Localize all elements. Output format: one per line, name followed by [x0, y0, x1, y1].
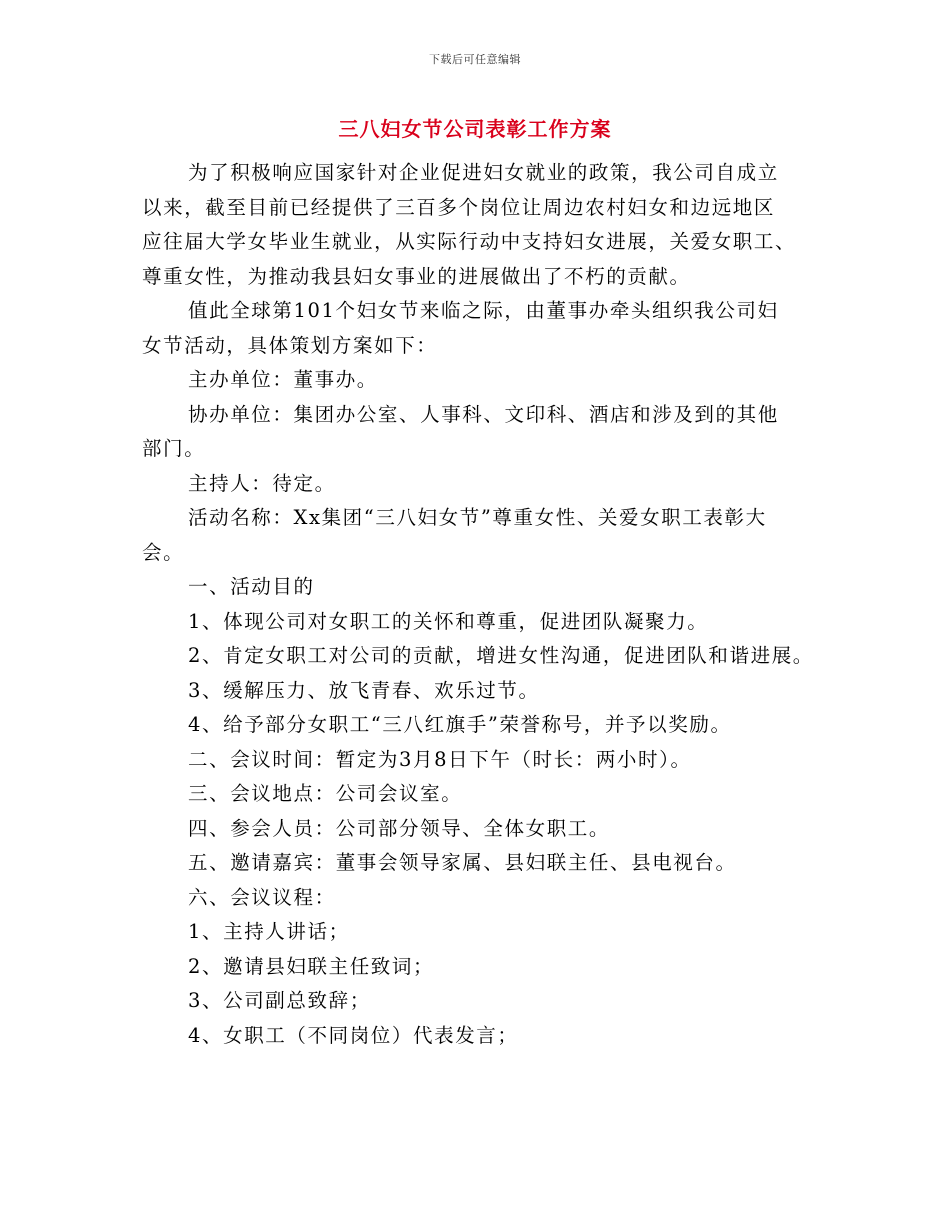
document-line: 值此全球第101个妇女节来临之际，由董事办牵头组织我公司妇 — [188, 299, 779, 322]
document-line: 3、缓解压力、放飞青春、欢乐过节。 — [188, 678, 540, 702]
document-title: 三八妇女节公司表彰工作方案 — [338, 117, 612, 141]
document-line: 应往届大学女毕业生就业，从实际行动中支持妇女进展，关爱女职工、 — [142, 230, 797, 253]
document-line: 2、邀请县妇联主任致词； — [188, 954, 435, 978]
document-line: 主办单位：董事办。 — [188, 368, 378, 391]
document-line: 女节活动，具体策划方案如下： — [142, 333, 438, 357]
document-line: 二、会议时间：暂定为3月8日下午（时长：两小时）。 — [188, 747, 692, 771]
document-line: 四、参会人员：公司部分领导、全体女职工。 — [188, 816, 611, 840]
document-line: 以来，截至目前已经提供了三百多个岗位让周边农村妇女和边远地区 — [142, 195, 776, 219]
document-line: 4、给予部分女职工“三八红旗手”荣誉称号，并予以奖励。 — [188, 713, 732, 736]
document-body — [142, 156, 842, 1053]
document-line: 活动名称：Xx集团“三八妇女节”尊重女性、关爱女职工表彰大 — [188, 506, 767, 529]
document-line: 1、体现公司对女职工的关怀和尊重，促进团队凝聚力。 — [188, 609, 709, 633]
document-line: 会。 — [142, 540, 185, 564]
document-line: 主持人：待定。 — [188, 471, 336, 495]
document-line: 4、女职工（不同岗位）代表发言； — [188, 1023, 519, 1047]
document-line: 1、主持人讲话； — [188, 920, 350, 943]
document-line: 三、会议地点：公司会议室。 — [188, 782, 463, 805]
page-header-note: 下载后可任意编辑 — [429, 53, 521, 66]
document-line: 协办单位：集团办公室、人事科、文印科、酒店和涉及到的其他 — [188, 402, 779, 426]
document-line: 2、肯定女职工对公司的贡献，增进女性沟通，促进团队和谐进展。 — [188, 644, 814, 667]
document-line: 部门。 — [142, 437, 206, 460]
document-line: 尊重女性，为推动我县妇女事业的进展做出了不朽的贡献。 — [142, 264, 691, 288]
document-line: 一、活动目的 — [188, 575, 315, 598]
document-line: 五、邀请嘉宾：董事会领导家属、县妇联主任、县电视台。 — [188, 851, 737, 874]
document-line: 为了积极响应国家针对企业促进妇女就业的政策，我公司自成立 — [188, 161, 779, 184]
document-line: 3、公司副总致辞； — [188, 989, 371, 1012]
document-line: 六、会议议程： — [188, 885, 336, 909]
